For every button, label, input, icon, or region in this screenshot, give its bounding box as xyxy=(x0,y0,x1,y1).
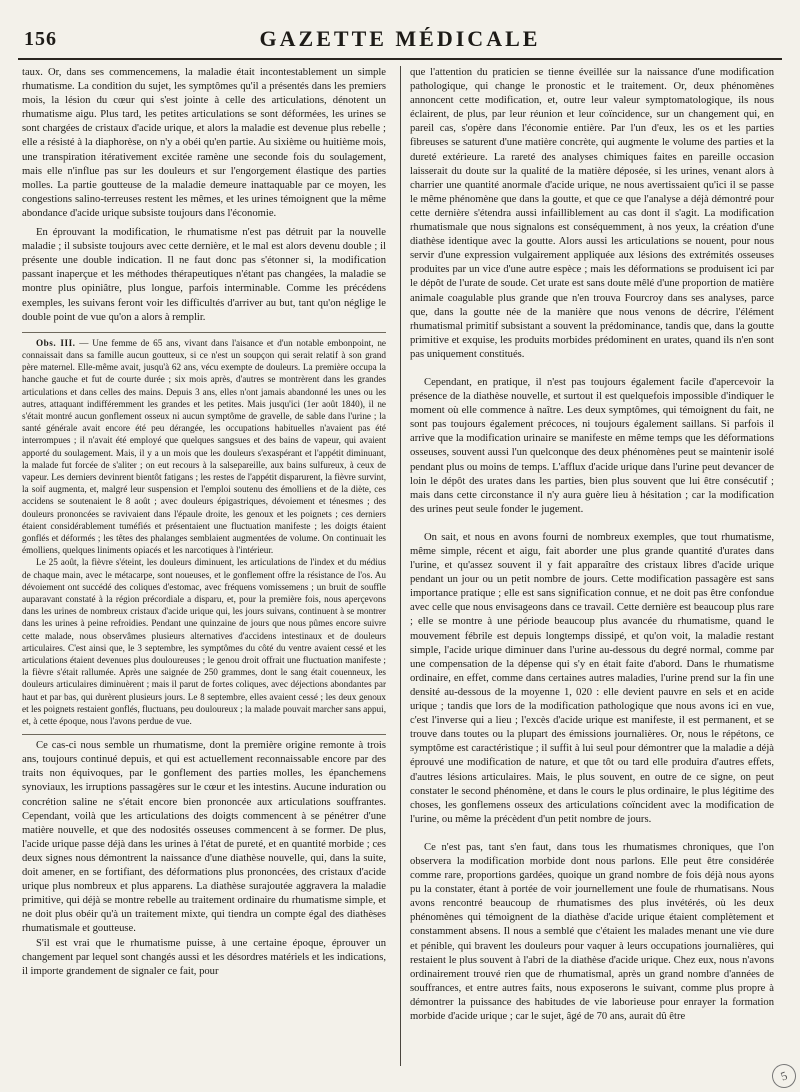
right-paragraph-4: Ce n'est pas, tant s'en faut, dans tous les rhumatismes chroniques, que l'on observera la modification morbide dont nous parlons. Elle peut être considérée comme rare, proportions gardées, quoique un grand nombre de fois déjà nous ayons pu la constater, étant à portée de voir journellement une foule de rhumatisans. Nous avons rencontré beaucoup de rhumatismes des plus invétérés, où les deux phénomènes qui témoignent de la diathèse d'acide urique étaient complètement et constamment absens. Il nous a semblé que c'étaient les malades menant une vie dure et pénible, qui bravent les douleurs pour vaquer à leurs occupations journalières, qui restaient le plus souvent à l'abri de la diathèse d'acide urique. Chez eux, nous n'avons ordinairement trouvé rien que de rhumatismal, après un grand nombre d'années de souffrances, et entre autres faits, nous exposerons le suivant, comme plus propre à démontrer la puissance des habitudes de vie laborieuse pour enrayer la formation morbide d'acide urique ; car le sujet, âgé de 70 ans, aurait dû être xyxy=(410,841,774,1022)
text-columns xyxy=(18,66,782,1066)
column-rule xyxy=(400,66,401,1066)
left-column xyxy=(22,66,386,1066)
observation-end-divider xyxy=(22,734,386,735)
right-column xyxy=(410,66,774,1066)
corner-stamp: 5 xyxy=(769,1061,800,1092)
left-paragraph-1: taux. Or, dans ses commencemens, la maladie était incontestablement un simple rhumatisme. La condition du sujet, les symptômes qu'il a présentés dans les premiers mois, la lésion du cœur qui s'est jointe à celle des articulations, dénotent un rhumatisme aigu. Plus tard, les petites articulations se sont déformées, les urines se sont chargées de cristaux d'acide urique, et alors la maladie est devenue plus rebelle ; elle a résisté à la diaphorèse, on n'y a obéi qu'en partie. Au sixième ou huitième mois, une transpiration itérativement excitée ramène une seconde fois du soulagement, mais elle n'influe pas sur les douleurs et sur l'engorgement élastique des parties molles. La partie goutteuse de la maladie demeure inattaquable par ce moyen, les congestions salino-terreuses restent les mêmes, et les urines témoignent que la même abondance d'acide urique subsiste toujours dans l'économie. xyxy=(22,67,386,219)
right-paragraph-1: que l'attention du praticien se tienne éveillée sur la naissance d'une modification pathologique, qui change le pronostic et le traitement. Or, deux phénomènes annoncent cette modification, et, outre leur valeur symptomatologique, ils nous éclairent, de plus, par leur réunion et leur coïncidence, sur un changement qui, en pareil cas, s'opère dans l'économie entière. Par l'un d'eux, les os et les parties fibreuses se saturent d'une matière concrète, qui augmente le volume des parties et la dureté extérieure. La rareté des analyses chimiques faites en pareille occasion laisserait du doute sur la qualité de la matière déposée, si les urines, venant alors à charrier une quantité anormale d'acide urique, ne nous avertissaient qu'ici il se passe le même phénomène que dans la goutte, et que ce que l'analyse a déjà démontré pour cette dernière s'étendra aussi infailliblement au cas dont il s'agit. La modification rhumatismale que nous signalons est conséquemment, à nos yeux, la création d'une diathèse identique avec la goutte. Alors aussi les articulations se nouent, pour nous servir d'une expression vulgairement appliquée aux lésions des extrémités osseuses produites par un vice d'une autre espèce ; mais les déformations se produisent ici par le dépôt de l'urate de soude. Cet urate est sans doute mêlé d'une proportion de matière animale coagulable plus grande que n'en trouva Fourcroy dans ses analyses, parce que, dans la goutte née de la manière que nous venons de décrire, l'élément rhumatismal primitif subsistant a souvent la prédominance, tandis que, dans la goutte primitive et exquise, les produits morbides prédominent en urates, quand ils n'en sont pas uniquement constitués. xyxy=(410,67,774,360)
newspaper-page xyxy=(18,22,782,1072)
right-paragraph-3: On sait, et nous en avons fourni de nombreux exemples, que tout rhumatisme, même simple, récent et aigu, fait aborder une plus grande quantité d'urates dans l'urine, et qu'assez souvent il y fait apparaître des cristaux libres d'acide urique pendant un jour ou un petit nombre de jours. Cette modification passagère est sans importance pratique ; elle est sans signification connue, et ne doit pas être confondue avec celle que nous envisageons dans ce travail. Cette dernière est beaucoup plus rare ; elle se montre à une période beaucoup plus avancée du rhumatisme, quand le mouvement fébrile est depuis longtemps dissipé, et qu'on voit, la maladie restant simple, l'acide urique diminuer dans l'urine au-dessous du degré normal, comme par une compensation de la dépense qui s'y en était faite d'abord. Dans le rhumatisme ordinaire, en effet, comme dans certaines autres maladies, l'urine prend sur la fin une densité au-dessous de la moyenne 1, 020 : elle devient pauvre en sels et en acide urique ; tandis que lors de la modification pathologique que nous avons ici en vue, c'est l'inverse qui a lieu ; l'excès d'acide urique est manifeste, il est permanent, et se trouve dans toutes ou la plupart des émissions journalières. Or, nous le répétons, ce symptôme est caractéristique ; il suffit à lui seul pour démontrer que la maladie a déjà éprouvé une modification de nature, et que tôt ou tard elle produira d'autres effets, d'autres lésions articulaires. Mais, le plus souvent, en outre de ce signe, on peut constater le second phénomène, et dans le cours le plus ordinaire, le plus légitime des choses, les gonflemens osseux des articulations coïncident avec la modification de l'urine, ou même la précèdent d'un petit nombre de jours. xyxy=(410,531,774,825)
page-header xyxy=(18,22,782,60)
observation-text-1: — Une femme de 65 ans, vivant dans l'aisance et d'un notable embonpoint, ne connaissait dans sa famille aucun goutteux, si ce n'est un soupçon qui serait relatif à son grand père maternel. Elle-même avait, jusqu'à 62 ans, vécu exempte de douleurs. La première occupa la hanche gauche et fut de courte durée ; six mois après, d'autres se montrèrent dans les grandes articulations et dans celles des mains. Depuis 3 ans, elles n'ont jamais abandonné les unes ou les autres, attaquant indifféremment les grandes et les petites. Mais jusqu'ici (1er août 1840), il ne s'était montré aucun gonflement osseux ni aucun symptôme de gravelle, de sable dans l'urine ; la santé générale avait encore été peu dérangée, les occupations habituelles n'avaient pas été interrompues ; il n'avait été employé que quelques sangsues et des bains de vapeur, qui avaient apporté du soulagement. Mais, il y a un mois que les douleurs s'exaspérant et l'appétit diminuant, la malade fut forcée de s'aliter ; on eut recours à la salsepareille, aux bains sulfureux, à ceux de vapeur. Les derniers devinrent bientôt fatigans ; les restes de l'appétit disparurent, la fièvre survint, la soif augmenta, et, malgré leur suspension et l'emploi soutenu des émolliens et de la diète, ces accidens se soutenaient le 8 août ; avec douleurs épigastriques, dévoiement et ténesmes ; des douleurs prononcées se ravivaient dans l'épaule droite, les genoux et les poignets ; ces derniers étaient considérablement tuméfiés et présentaient une fluctuation manifeste ; les doigts étaient gonflés et déformés ; les têtes des phalanges semblaient augmentées de volume. On continuait les émolliens, quelques liniments opiacés et les narcotiques à l'intérieur. xyxy=(22,337,386,556)
observation-divider xyxy=(22,332,386,333)
page-number: 156 xyxy=(24,28,57,50)
left-paragraph-2: En éprouvant la modification, le rhumatisme n'est pas détruit par la nouvelle maladie ; il subsiste toujours avec cette dernière, et le mal est alors devenu double ; il présente une double indication. Il ne faut donc pas s'étonner si, la modification passant inaperçue et les méthodes thérapeutiques n'étant pas changées, la maladie se montre plus opiniâtre, plus longue, parfois interminable. Comme les précédens exemples, les suivans feront voir les difficultés d'arriver au but, tant qu'on néglige le double point de vue qu'on a alors à remplir. xyxy=(22,227,386,323)
observation-paragraph-2: Le 25 août, la fièvre s'éteint, les douleurs diminuent, les articulations de l'index et du médius de chaque main, avec le métacarpe, sont noueuses, et le gonflement offre la résistance de l'os. Au dévoiement ont succédé des coliques d'estomac, avec fréquens vomissemens ; un bruit de souffle auparavant constaté à la région précordiale a disparu, et, pour la première fois, nous aperçevons dans les urines de nombreux cristaux d'acide urique qui, les jours suivans, continuent à se montrer dans les urines à peine refroidies. Pendant une quinzaine de jours que nous pûmes encore suivre cette malade, nous observâmes plusieurs alternatives d'accidens intestinaux et de douleurs articulaires. C'est ainsi que, le 3 septembre, les symptômes du côté du ventre avaient cessé et les articulations étaient devenues plus douloureuses ; le genou droit offrait une fluctuation manifeste ; la fièvre s'était rallumée. Après une saignée de 250 grammes, dont le sang était couenneux, les douleurs articulaires diminuèrent ; mais il parut de fortes coliques, avec déjections abondantes par haut et par bas, qui durèrent plusieurs jours. Le 8 septembre, elles avaient cessé ; les deux genoux et les poignets restaient gonflés, fluctuans, peu douloureux ; la malade pouvait marcher sans appui, et, à cette époque, nous l'avons perdue de vue. xyxy=(22,557,386,726)
left-paragraph-3: Ce cas-ci nous semble un rhumatisme, dont la première origine remonte à trois ans, toujours continué depuis, et qui est actuellement reconnaissable encore par des traits non équivoques, par le gonflement des parties molles, les épanchemens synoviaux, les irruptions passagères sur le cœur et les intestins. Aucune induration ou concrétion saline ne s'était encore bien prononcée aux articulations souffrantes. Cependant, voilà que les articulations des doigts commencent à se pénétrer d'une matière nouvelle, et que des nodosités osseuses commencent à se former. De plus, l'acide urique passe déjà dans les urines à l'état de pureté, et en quantité morbide ; ces deux signes nous démontrent la naissance d'une diathèse nouvelle, qui, dans la suite, doit amener, en se fortifiant, des déformations plus prononcées, des cristaux d'acide urique plus nombreux et plus apparens. La diathèse surajoutée aggravera la maladie primitive, qui déjà se montre rebelle au traitement ordinaire du rhumatisme simple, et ne doit plus obéir qu'à un traitement mixte, qui tiendra un compte égal des diathèses rhumatismale et goutteuse. xyxy=(22,740,386,935)
right-paragraph-2: Cependant, en pratique, il n'est pas toujours également facile d'apercevoir la présence de la diathèse nouvelle, et surtout il est quelquefois impossible d'indiquer le moment où elle commence à naître. Les deux symptômes, qui témoignent du fait, ne sont pas toujours également précoces, ni toujours également saillans. Si parfois il arrive que la modification urinaire se manifeste en même temps que les déformations osseuses, souvent aussi l'un quelconque des deux phénomènes peut se maintenir isolé pendant plus ou moins de temps. L'afflux d'acide urique dans l'urine peut devancer de loin le dépôt des urates dans les parties, bien plus souvent que lui être consécutif ; mais dans cette circonstance il n'y aura guère lieu à hésitation ; car la modification des urines peut seule fonder le jugement. xyxy=(410,376,774,515)
journal-title: GAZETTE MÉDICALE xyxy=(259,26,541,51)
observation-label: Obs. III. xyxy=(36,337,76,348)
left-paragraph-4: S'il est vrai que le rhumatisme puisse, à une certaine époque, éprouver un changement par lequel sont changés aussi et les désordres matériels et les indications, il importe grandement de signaler ce fait, pour xyxy=(22,937,386,977)
observation-paragraph-1 xyxy=(22,337,386,557)
